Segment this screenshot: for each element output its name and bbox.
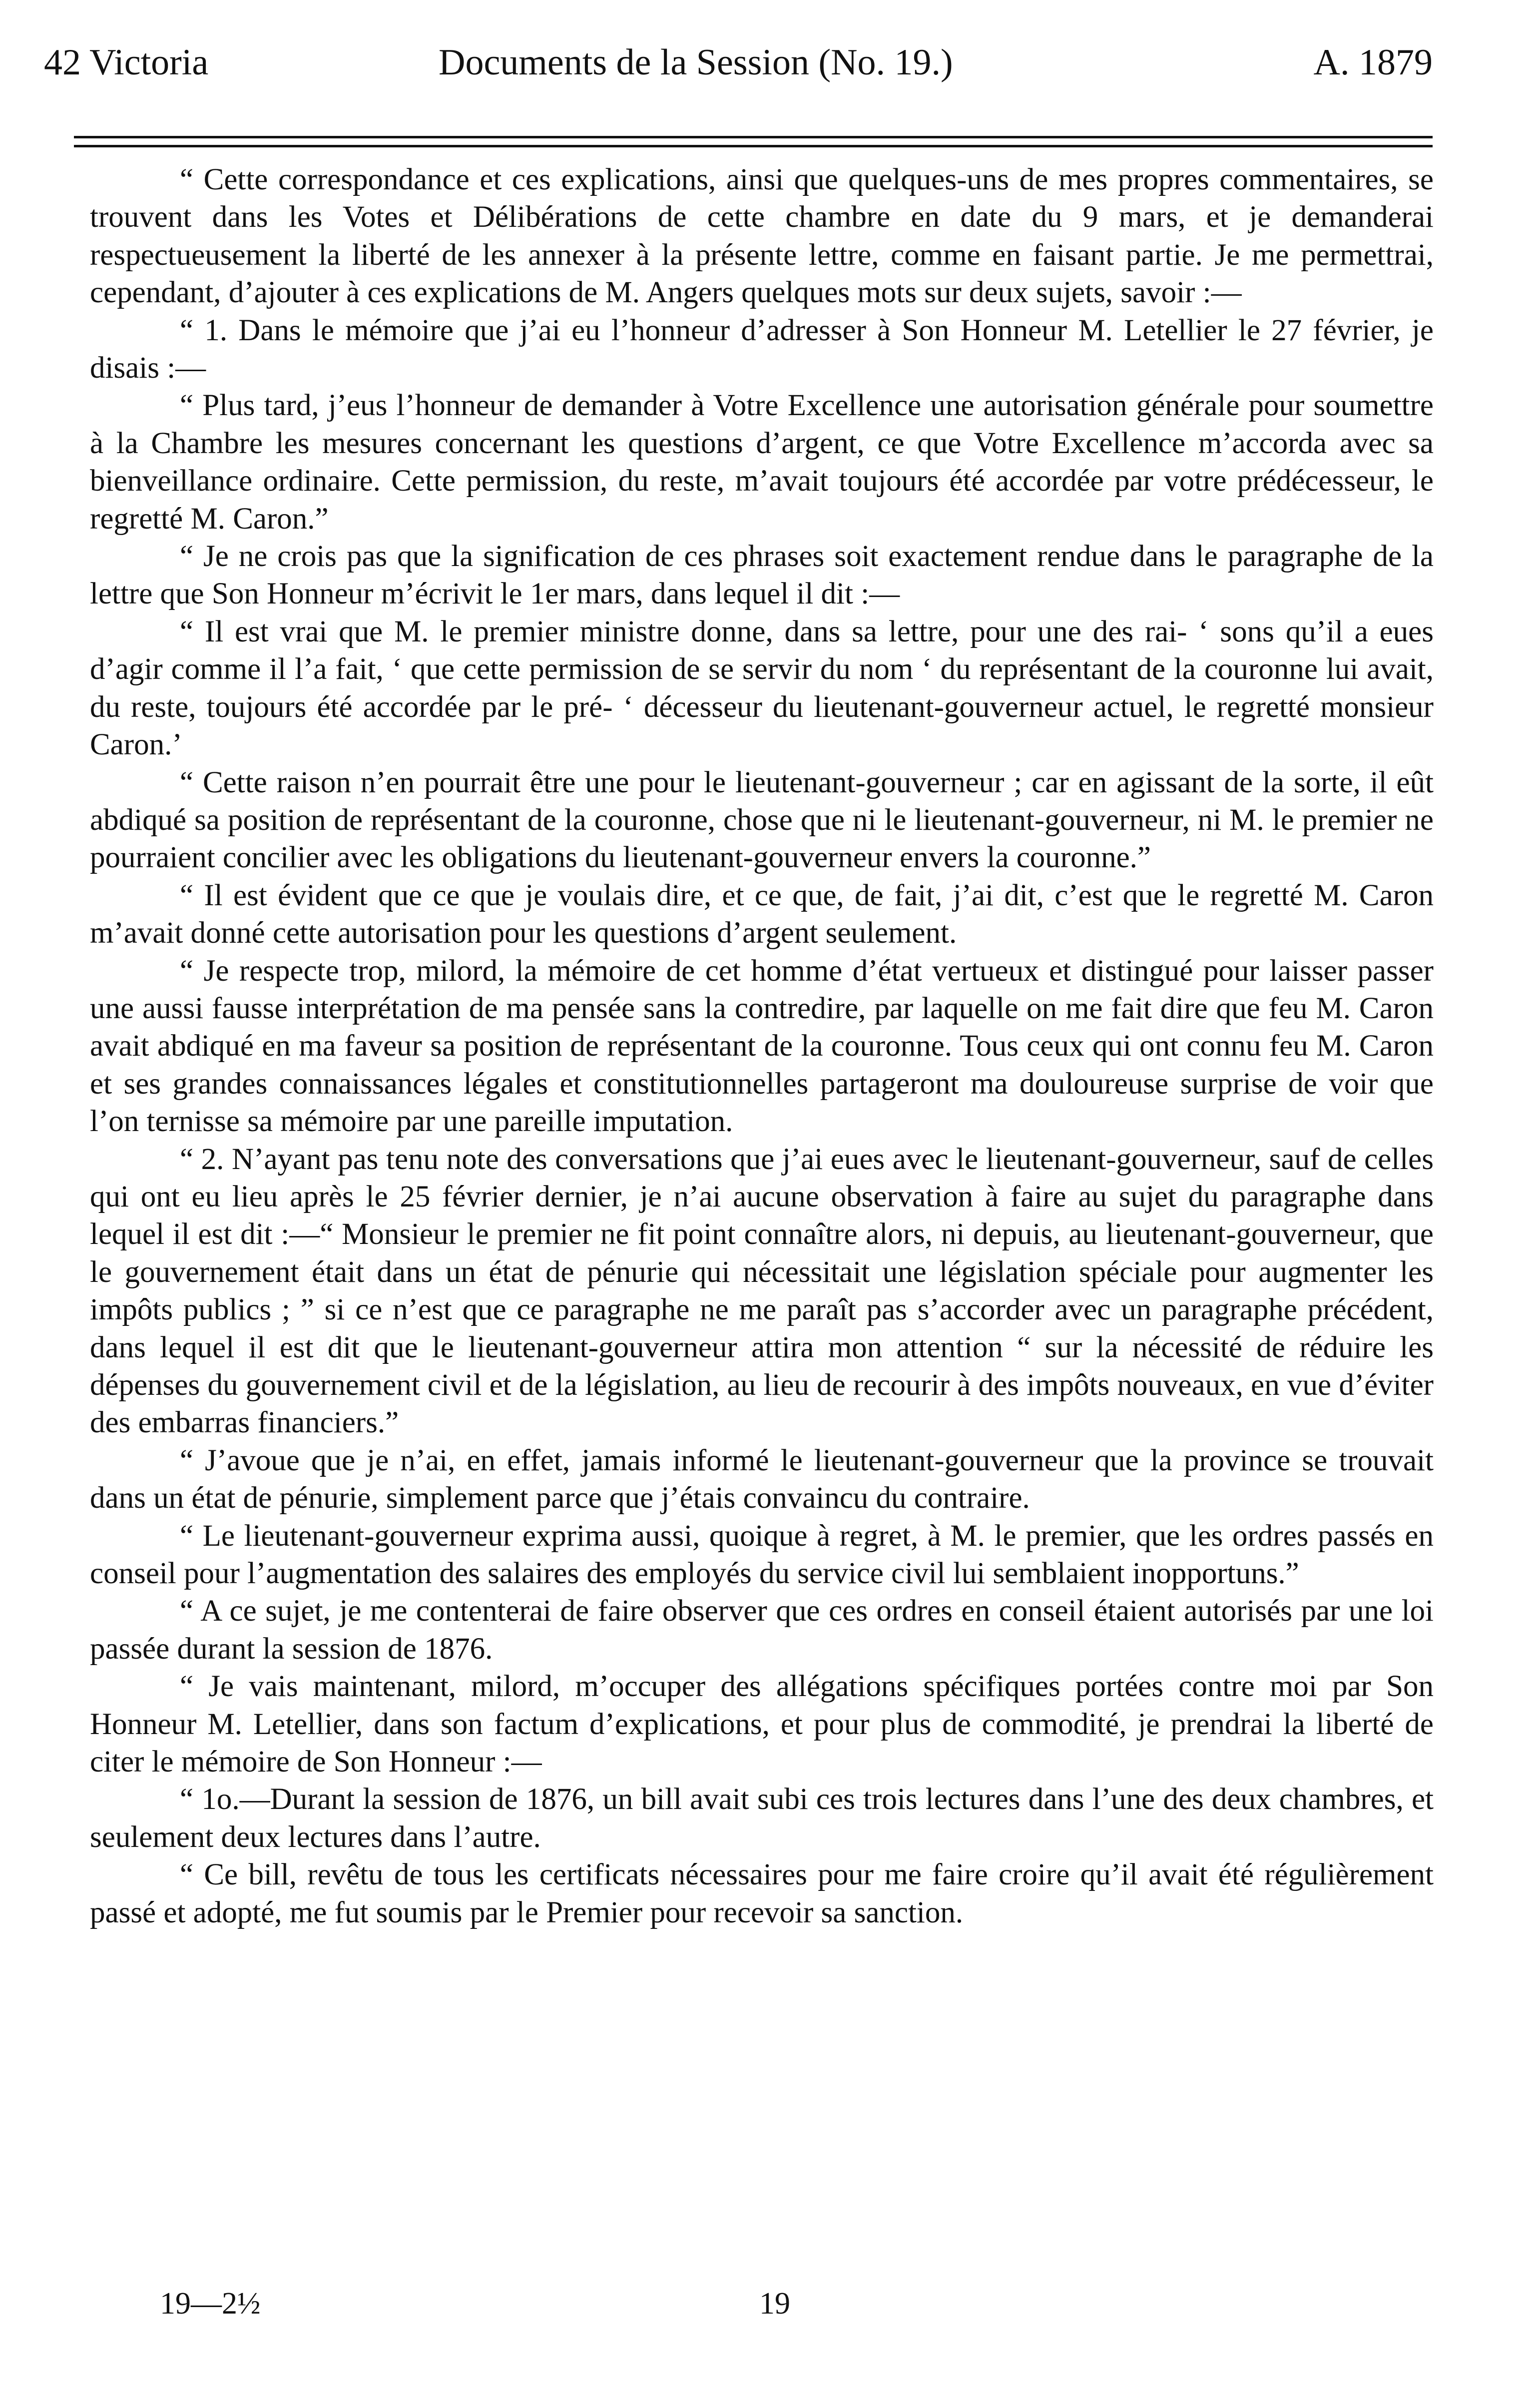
page-footer	[160, 2281, 1359, 2326]
body-text	[90, 161, 1434, 1931]
paragraph: “ 2. N’ayant pas tenu note des conversations que j’ai eues avec le lieutenant-gouverneur, sauf de celles qui ont eu lieu après le 25 février dernier, je n’ai aucune observation à faire au sujet du paragraphe dans lequel il est dit :—“ Monsieur le premier ne fit point connaître alors, ni depuis, au lieutenant-gouverneur, que le gouvernement était dans un état de pénurie qui nécessitait une législation spéciale pour augmenter les impôts publics ; ” si ce n’est que ce paragraphe ne me paraît pas s’accorder avec un paragraphe précédent, dans lequel il est dit que le lieutenant-gouverneur attira mon attention “ sur la nécessité de réduire les dépenses du gouvernement civil et de la législation, au lieu de recourir à des impôts nouveaux, en vue d’éviter des embarras financiers.”	[90, 1142, 1434, 1440]
header-rule-top	[74, 136, 1433, 138]
paragraph: “ 1o.—Durant la session de 1876, un bill avait subi ces trois lectures dans l’une des deux chambres, et seulement deux lectures dans l’autre.	[90, 1783, 1434, 1854]
header-regnal-year: 42 Victoria	[44, 42, 209, 83]
paragraph: “ 1. Dans le mémoire que j’ai eu l’honneur d’adresser à Son Honneur M. Letellier le 27 février, je disais :—	[90, 313, 1434, 385]
paragraph: “ A ce sujet, je me contenterai de faire observer que ces ordres en conseil étaient autorisés par une loi passée durant la session de 1876.	[90, 1594, 1434, 1666]
paragraph: “ Plus tard, j’eus l’honneur de demander à Votre Excellence une autorisation générale pour soumettre à la Chambre les mesures concernant les questions d’argent, ce que Votre Excellence m’accorda avec sa bienveillance ordinaire. Cette permission, du reste, m’avait toujours été accordée par votre prédécesseur, le regretté M. Caron.”	[90, 389, 1434, 536]
paragraph: “ Ce bill, revêtu de tous les certificats nécessaires pour me faire croire qu’il avait été régulièrement passé et adopté, me fut soumis par le Premier pour recevoir sa sanction.	[90, 1858, 1434, 1929]
paragraph: “ Cette correspondance et ces explications, ainsi que quelques-uns de mes propres commentaires, se trouvent dans les Votes et Délibérations de cette chambre en date du 9 mars, et je demanderai respectueusement la liberté de les annexer à la présente lettre, comme en faisant partie. Je me permettrai, cependant, d’ajouter à ces explications de M. Angers quelques mots sur deux sujets, savoir :—	[90, 163, 1434, 310]
paragraph: “ Je respecte trop, milord, la mémoire de cet homme d’état vertueux et distingué pour laisser passer une aussi fausse interprétation de ma pensée sans la contredire, par laquelle on me fait dire que feu M. Caron avait abdiqué en ma faveur sa position de représentant de la couronne. Tous ceux qui ont connu feu M. Caron et ses grandes connaissances légales et constitutionnelles partageront ma douloureuse surprise de voir que l’on ternisse sa mémoire par une pareille imputation.	[90, 954, 1434, 1139]
paragraph: “ J’avoue que je n’ai, en effet, jamais informé le lieutenant-gouverneur que la province se trouvait dans un état de pénurie, simplement parce que j’étais convaincu du contraire.	[90, 1443, 1434, 1515]
page-header	[44, 30, 1433, 95]
header-rule-bottom	[74, 145, 1433, 147]
paragraph: “ Il est vrai que M. le premier ministre donne, dans sa lettre, pour une des rai- ‘ sons qu’il a eues d’agir comme il l’a fait, ‘ que cette permission de se servir du nom ‘ du représentant de la couronne lui avait, du reste, toujours été accordée par le pré- ‘ décesseur du lieutenant-gouverneur actuel, le regretté monsieur Caron.’	[90, 614, 1434, 762]
paragraph: “ Je ne crois pas que la signification de ces phrases soit exactement rendue dans le paragraphe de la lettre que Son Honneur m’écrivit le 1er mars, dans lequel il dit :—	[90, 540, 1434, 611]
signature-mark: 19—2½	[160, 2287, 261, 2321]
header-year: A. 1879	[1313, 42, 1433, 83]
paragraph: “ Le lieutenant-gouverneur exprima aussi, quoique à regret, à M. le premier, que les ordres passés en conseil pour l’augmentation des salaires des employés du service civil lui semblaient inopportuns.”	[90, 1519, 1434, 1591]
paragraph: “ Je vais maintenant, milord, m’occuper des allégations spécifiques portées contre moi par Son Honneur M. Letellier, dans son factum d’explications, et pour plus de commodité, je prendrai la liberté de citer le mémoire de Son Honneur :—	[90, 1670, 1434, 1779]
paragraph: “ Il est évident que ce que je voulais dire, et ce que, de fait, j’ai dit, c’est que le regretté M. Caron m’avait donné cette autorisation pour les questions d’argent seulement.	[90, 878, 1434, 950]
paragraph: “ Cette raison n’en pourrait être une pour le lieutenant-gouverneur ; car en agissant de la sorte, il eût abdiqué sa position de représentant de la couronne, chose que ni le lieutenant-gouverneur, ni M. le premier ne pourraient concilier avec les obligations du lieutenant-gouverneur envers la couronne.”	[90, 765, 1434, 875]
page-number: 19	[759, 2287, 790, 2321]
header-title: Documents de la Session (No. 19.)	[439, 42, 953, 83]
